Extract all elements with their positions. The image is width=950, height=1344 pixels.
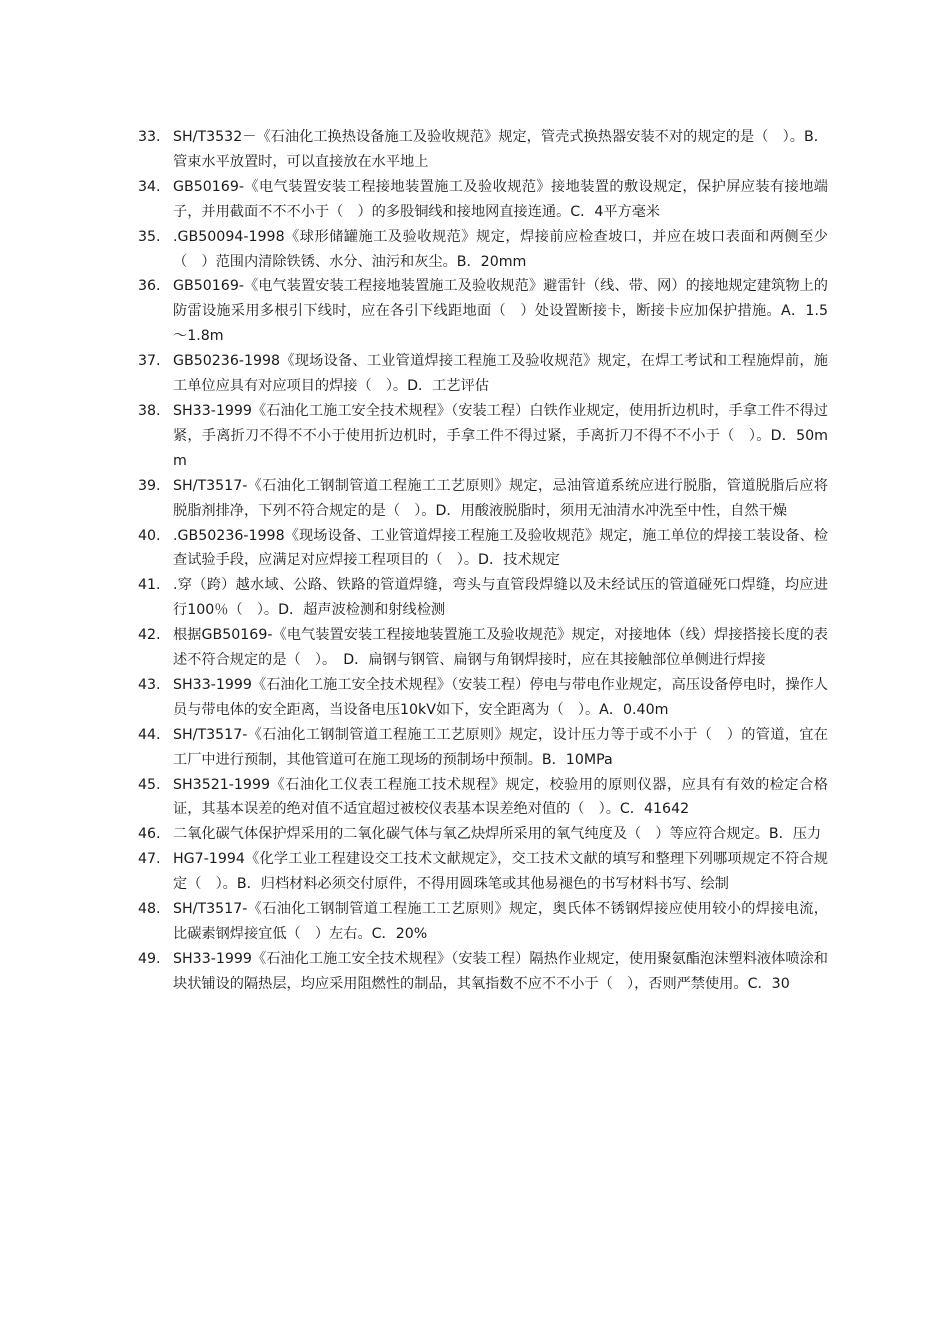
item-text: 根据GB50169-《电气装置安装工程接地装置施工及验收规范》规定，对接地体（线）焊接搭接长度的表述不符合规定的是（ ）。 D．扁钢与钢管、扁钢与角钢焊接时，应在其接触部位单侧进行焊接 — [173, 627, 828, 669]
item-text: .GB50094-1998《球形储罐施工及验收规范》规定，焊接前应检查坡口，并应在坡口表面和两侧至少（ ）范围内清除铁锈、水分、油污和灰尘。B．20mm — [173, 228, 828, 270]
list-item — [138, 897, 828, 947]
list-item — [138, 125, 828, 175]
list-item — [138, 723, 828, 773]
list-item — [138, 274, 828, 349]
item-number: 38. — [138, 402, 161, 419]
list-item — [138, 349, 828, 399]
item-text: GB50169-《电气装置安装工程接地装置施工及验收规范》接地装置的敷设规定，保护屏应装有接地端子，并用截面不不不小于（ ）的多股铜线和接地网直接连通。C．4平方毫米 — [173, 178, 828, 220]
item-number: 34. — [138, 178, 161, 195]
item-text: GB50236-1998《现场设备、工业管道焊接工程施工及验收规范》规定，在焊工考试和工程施焊前，施工单位应具有对应项目的焊接（ ）。D．工艺评估 — [173, 353, 828, 395]
item-number: 45. — [138, 776, 161, 793]
item-text: GB50169-《电气装置安装工程接地装置施工及验收规范》避雷针（线、带、网）的接地规定建筑物上的防雷设施采用多根引下线时，应在各引下线距地面（ ）处设置断接卡，断接卡应加保护措施。A．1.5～1.8m — [173, 278, 828, 345]
item-number: 36. — [138, 278, 161, 295]
item-number: 41. — [138, 577, 161, 594]
list-item — [138, 947, 828, 997]
list-item — [138, 822, 828, 847]
item-text: HG7-1994《化学工业工程建设交工技术文献规定》，交工技术文献的填写和整理下列哪项规定不符合规定（ ）。B．归档材料必须交付原件，不得用圆珠笔或其他易褪色的书写材料书写、绘制 — [173, 851, 828, 893]
item-number: 47. — [138, 851, 161, 868]
item-number: 37. — [138, 353, 161, 370]
list-item — [138, 573, 828, 623]
item-text: SH/T3517-《石油化工钢制管道工程施工工艺原则》规定，设计压力等于或不小于（ ）的管道，宜在工厂中进行预制，其他管道可在施工现场的预制场中预制。B．10MPa — [173, 726, 828, 768]
list-item — [138, 225, 828, 275]
item-number: 35. — [138, 228, 161, 245]
item-text: SH/T3532－《石油化工换热设备施工及验收规范》规定，管壳式换热器安装不对的规定的是（ ）。B．管束水平放置时，可以直接放在水平地上 — [173, 129, 828, 170]
item-text: SH/T3517-《石油化工钢制管道工程施工工艺原则》规定，奥氏体不锈钢焊接应使用较小的焊接电流，比碳素钢焊接宜低（ ）左右。C．20% — [173, 901, 828, 942]
list-item — [138, 175, 828, 225]
item-text: .穿（跨）越水域、公路、铁路的管道焊缝，弯头与直管段焊缝以及未经试压的管道碰死口焊缝，均应进行100％（ ）。D．超声波检测和射线检测 — [173, 577, 828, 619]
list-item — [138, 773, 828, 823]
item-text: 二氧化碳气体保护焊采用的二氧化碳气体与氧乙炔焊所采用的氧气纯度及（ ）等应符合规定。B．压力 — [173, 826, 822, 843]
item-text: SH/T3517-《石油化工钢制管道工程施工工艺原则》规定，忌油管道系统应进行脱脂，管道脱脂后应将脱脂剂排净，下列不符合规定的是（ ）。D．用酸液脱脂时，须用无油清水冲洗至中性，自然干燥 — [173, 477, 828, 519]
item-number: 40. — [138, 527, 161, 544]
item-text: SH33-1999《石油化工施工安全技术规程》（安装工程）隔热作业规定，使用聚氨酯泡沫塑料液体喷涂和块状铺设的隔热层，均应采用阻燃性的制品，其氧指数不应不不小于（ ），否则严禁使用。C．30 — [173, 950, 828, 992]
item-number: 43. — [138, 676, 161, 693]
list-item — [138, 623, 828, 673]
item-number: 42. — [138, 627, 161, 644]
item-text: .GB50236-1998《现场设备、工业管道焊接工程施工及验收规范》规定，施工单位的焊接工装设备、检查试验手段，应满足对应焊接工程项目的（ ）。D．技术规定 — [173, 527, 828, 569]
list-item — [138, 474, 828, 524]
item-text: SH3521-1999《石油化工仪表工程施工技术规程》规定，校验用的原则仪器，应具有有效的检定合格证，其基本误差的绝对值不适宜超过被校仪表基本误差绝对值的（ ）。C．41642 — [173, 776, 828, 818]
question-list — [138, 125, 828, 997]
list-item — [138, 847, 828, 897]
item-number: 33. — [138, 129, 161, 145]
item-number: 39. — [138, 477, 161, 494]
list-item — [138, 673, 828, 723]
item-number: 49. — [138, 950, 161, 967]
list-item — [138, 524, 828, 574]
item-text: SH33-1999《石油化工施工安全技术规程》（安装工程）白铁作业规定，使用折边机时，手拿工件不得过紧，手离折刀不得不不小于使用折边机时，手拿工件不得过紧，手离折刀不得不不小于（ ）。D．50mm — [173, 402, 828, 469]
item-number: 46. — [138, 826, 161, 843]
list-item — [138, 399, 828, 474]
item-text: SH33-1999《石油化工施工安全技术规程》（安装工程）停电与带电作业规定，高压设备停电时，操作人员与带电体的安全距离，当设备电压10kV如下，安全距离为（ ）。A．0.40m — [173, 676, 828, 718]
item-number: 44. — [138, 726, 161, 743]
item-number: 48. — [138, 901, 161, 918]
